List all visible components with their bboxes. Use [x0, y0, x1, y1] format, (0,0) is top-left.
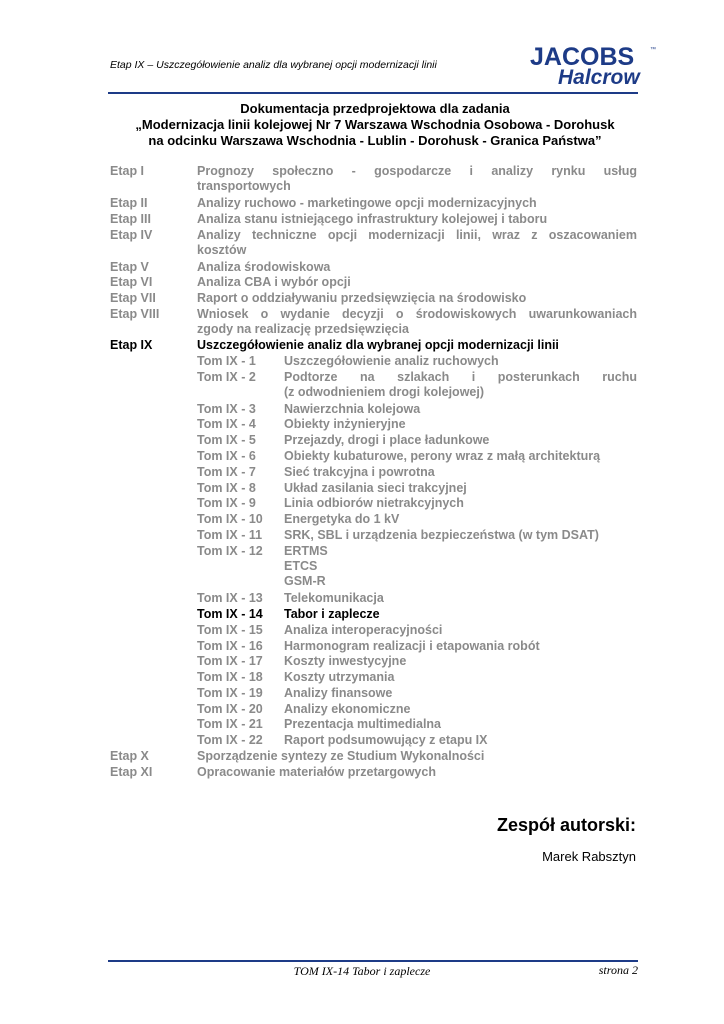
description-line: Uszczegółowienie analiz dla wybranej opcji modernizacji linii	[197, 338, 559, 352]
description-line: Sieć trakcyjna i powrotna	[284, 465, 435, 479]
stage-label: Etap V	[110, 260, 149, 274]
description-line: transportowych	[197, 179, 291, 193]
volume-description	[284, 591, 637, 606]
page-number: strona 2	[598, 963, 638, 977]
description-line: Energetyka do 1 kV	[284, 512, 400, 526]
stage-label: Etap VIII	[110, 307, 160, 321]
description-line: Analiza CBA i wybór opcji	[197, 275, 351, 289]
stage-description	[197, 196, 637, 211]
logo-line2: Halcrow	[558, 66, 640, 89]
description-line: zgody na realizację przedsięwzięcia	[197, 322, 409, 336]
description-line: Analizy finansowe	[284, 686, 393, 700]
volume-label: Tom IX - 4	[197, 417, 256, 431]
volume-label: Tom IX - 6	[197, 449, 256, 463]
volume-description	[284, 654, 637, 669]
volume-label: Tom IX - 17	[197, 654, 263, 668]
running-header: Etap IX – Uszczegółowienie analiz dla wybranej opcji modernizacji linii	[110, 59, 437, 71]
document-title	[100, 101, 650, 149]
volume-label: Tom IX - 7	[197, 465, 256, 479]
description-line: Raport o oddziaływaniu przedsięwzięcia na środowisko	[197, 291, 527, 305]
description-line: Przejazdy, drogi i place ładunkowe	[284, 433, 490, 447]
volume-label: Tom IX - 12	[197, 544, 263, 558]
volume-description	[284, 607, 637, 622]
volume-label: Tom IX - 5	[197, 433, 256, 447]
stage-label: Etap IV	[110, 228, 153, 242]
logo-tm: ™	[650, 47, 656, 53]
stage-description	[197, 338, 637, 353]
volume-label: Tom IX - 22	[197, 733, 263, 747]
authors-heading: Zespół autorski:	[496, 815, 636, 835]
author-name: Marek Rabsztyn	[542, 849, 636, 864]
stage-description	[197, 164, 637, 194]
description-line: Analizy ekonomiczne	[284, 702, 411, 716]
stage-description	[197, 260, 637, 275]
stage-label: Etap XI	[110, 765, 153, 779]
description-line: Analiza interoperacyjności	[284, 623, 443, 637]
description-line: Analizy ruchowo - marketingowe opcji modernizacyjnych	[197, 196, 537, 210]
description-line: Obiekty inżynieryjne	[284, 417, 406, 431]
volume-description	[284, 449, 637, 464]
volume-description	[284, 544, 637, 589]
footer-title: TOM IX-14 Tabor i zaplecze	[293, 964, 431, 978]
volume-description	[284, 670, 637, 685]
footer-rule	[108, 960, 638, 962]
volume-label: Tom IX - 2	[197, 370, 256, 384]
stage-description	[197, 228, 637, 258]
volume-description	[284, 639, 637, 654]
stage-label: Etap II	[110, 196, 148, 210]
volume-label: Tom IX - 18	[197, 670, 263, 684]
description-line: Koszty utrzymania	[284, 670, 395, 684]
volume-label: Tom IX - 15	[197, 623, 263, 637]
description-line: Uszczegółowienie analiz ruchowych	[284, 354, 499, 368]
stage-description	[197, 212, 637, 227]
volume-description	[284, 354, 637, 369]
title-line-3: na odcinku Warszawa Wschodnia - Lublin - Dorohusk - Granica Państwa”	[148, 133, 602, 148]
description-line: (z odwodnieniem drogi kolejowej)	[284, 385, 485, 399]
logo-line1: JACOBS	[530, 43, 635, 71]
title-line-2: „Modernizacja linii kolejowej Nr 7 Warszawa Wschodnia Osobowa - Dorohusk	[135, 117, 615, 132]
stage-description	[197, 275, 637, 290]
description-line: Obiekty kubaturowe, perony wraz z małą architekturą	[284, 449, 601, 463]
volume-label: Tom IX - 1	[197, 354, 256, 368]
volume-label: Tom IX - 21	[197, 717, 263, 731]
description-line: Telekomunikacja	[284, 591, 384, 605]
description-line: Prezentacja multimedialna	[284, 717, 442, 731]
description-line: Prognozy społeczno - gospodarcze i analizy rynku usług	[197, 164, 637, 178]
volume-label: Tom IX - 20	[197, 702, 263, 716]
title-line-1: Dokumentacja przedprojektowa dla zadania	[240, 101, 510, 116]
stage-description	[197, 291, 637, 306]
stage-description	[197, 307, 637, 337]
description-line: ERTMS	[284, 544, 328, 558]
volume-description	[284, 433, 637, 448]
stage-description	[197, 749, 637, 764]
description-line: Układ zasilania sieci trakcyjnej	[284, 481, 467, 495]
volume-description	[284, 465, 637, 480]
volume-description	[284, 528, 637, 543]
description-line: Analiza stanu istniejącego infrastruktury kolejowej i taboru	[197, 212, 548, 226]
volume-description	[284, 496, 637, 511]
volume-label: Tom IX - 11	[197, 528, 263, 542]
volume-label: Tom IX - 13	[197, 591, 263, 605]
volume-description	[284, 417, 637, 432]
jacobs-halcrow-logo	[524, 40, 664, 95]
stage-label: Etap I	[110, 164, 145, 178]
stage-description	[197, 765, 637, 780]
stage-label: Etap III	[110, 212, 151, 226]
description-line: SRK, SBL i urządzenia bezpieczeństwa (w tym DSAT)	[284, 528, 599, 542]
description-line: Analiza środowiskowa	[197, 260, 331, 274]
volume-label: Tom IX - 8	[197, 481, 256, 495]
description-line: Sporządzenie syntezy ze Studium Wykonalności	[197, 749, 485, 763]
stage-label: Etap VI	[110, 275, 153, 289]
volume-description	[284, 370, 637, 400]
volume-description	[284, 512, 637, 527]
volume-description	[284, 733, 637, 748]
description-line: kosztów	[197, 243, 247, 257]
description-line: Harmonogram realizacji i etapowania robót	[284, 639, 540, 653]
description-line: Podtorze na szlakach i posterunkach ruchu	[284, 370, 637, 384]
description-line: Analizy techniczne opcji modernizacji linii, wraz z oszacowaniem	[197, 228, 637, 242]
volume-description	[284, 481, 637, 496]
description-line: Tabor i zaplecze	[284, 607, 380, 621]
description-line: Koszty inwestycyjne	[284, 654, 407, 668]
description-line: ETCS	[284, 559, 318, 573]
description-line: Raport podsumowujący z etapu IX	[284, 733, 488, 747]
volume-label: Tom IX - 16	[197, 639, 263, 653]
volume-label: Tom IX - 14	[197, 607, 263, 621]
volume-description	[284, 402, 637, 417]
stage-label: Etap VII	[110, 291, 156, 305]
description-line: Wniosek o wydanie decyzji o środowiskowych uwarunkowaniach	[197, 307, 637, 321]
volume-description	[284, 702, 637, 717]
header-rule	[108, 92, 638, 94]
stage-label: Etap X	[110, 749, 149, 763]
volume-description	[284, 717, 637, 732]
volume-label: Tom IX - 19	[197, 686, 263, 700]
volume-description	[284, 686, 637, 701]
volume-label: Tom IX - 9	[197, 496, 256, 510]
description-line: GSM-R	[284, 574, 326, 588]
description-line: Linia odbiorów nietrakcyjnych	[284, 496, 464, 510]
volume-label: Tom IX - 3	[197, 402, 256, 416]
stage-label: Etap IX	[110, 338, 153, 352]
description-line: Opracowanie materiałów przetargowych	[197, 765, 436, 779]
description-line: Nawierzchnia kolejowa	[284, 402, 421, 416]
volume-label: Tom IX - 10	[197, 512, 263, 526]
volume-description	[284, 623, 637, 638]
